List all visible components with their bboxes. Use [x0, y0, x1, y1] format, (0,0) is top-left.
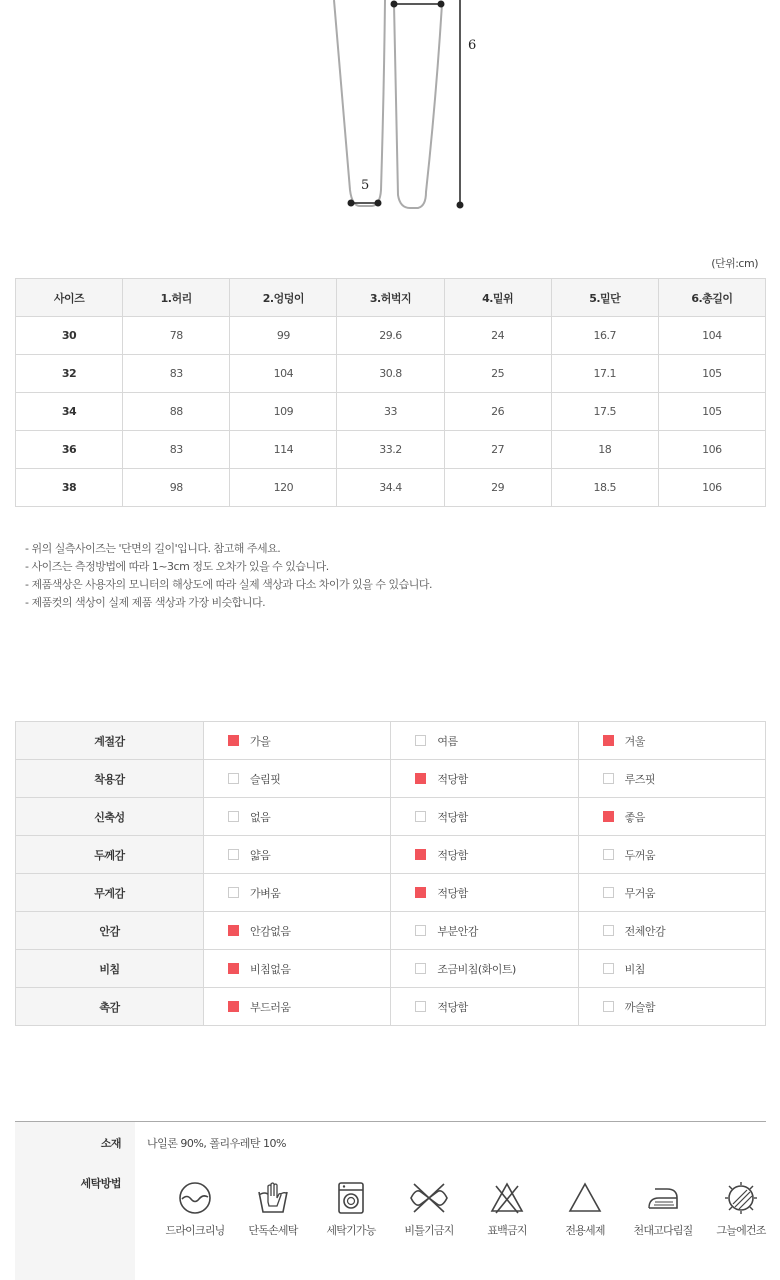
header-thigh: 3.허벅지	[337, 279, 444, 317]
care-item-label: 세탁기가능	[326, 1224, 376, 1237]
feature-option	[391, 950, 578, 988]
checked-box-icon	[603, 735, 614, 746]
header-waist: 1.허리	[123, 279, 230, 317]
measurement-cell: 26	[444, 393, 551, 431]
feature-option-label: 두꺼움	[624, 848, 656, 862]
feature-option	[204, 988, 391, 1026]
care-item-no-bleach	[468, 1180, 546, 1238]
measurement-cell: 33.2	[337, 431, 444, 469]
feature-option	[391, 912, 578, 950]
feature-option	[204, 950, 391, 988]
material-label: 소재	[100, 1137, 121, 1150]
feature-row	[16, 798, 766, 836]
header-hem: 5.밑단	[551, 279, 658, 317]
unchecked-box-icon	[603, 887, 614, 898]
no-bleach-icon	[489, 1180, 525, 1216]
size-table-header-row	[16, 279, 766, 317]
washing-machine-icon	[333, 1180, 369, 1216]
size-table-row	[16, 355, 766, 393]
feature-option	[578, 874, 765, 912]
feature-option-label: 가벼움	[250, 886, 281, 900]
pants-measurement-diagram	[0, 0, 780, 240]
special-detergent-icon	[567, 1180, 603, 1216]
care-item-no-wring	[390, 1180, 468, 1238]
material-value: 나일론 90%, 폴리우레탄 10%	[147, 1137, 286, 1150]
measurement-cell: 78	[123, 317, 230, 355]
material-care-section	[15, 1121, 766, 1280]
feature-option	[578, 798, 765, 836]
header-rise: 4.밑위	[444, 279, 551, 317]
feature-option	[578, 988, 765, 1026]
unchecked-box-icon	[603, 773, 614, 784]
care-item-label: 전용세제	[565, 1224, 605, 1237]
measurement-cell: 106	[658, 469, 765, 507]
care-item-label: 비틀기금지	[404, 1224, 454, 1237]
measurement-cell: 27	[444, 431, 551, 469]
hem-dimension-label: 5	[361, 178, 370, 193]
feature-option-label: 없음	[250, 810, 271, 824]
feature-option	[391, 760, 578, 798]
feature-option	[391, 836, 578, 874]
size-table-row	[16, 469, 766, 507]
unchecked-box-icon	[415, 811, 426, 822]
feature-option-label: 좋음	[624, 810, 645, 824]
feature-option-label: 안감없음	[250, 924, 291, 938]
care-item-hand-wash	[234, 1180, 312, 1238]
total-length-dimension-label: 6	[468, 38, 477, 53]
feature-option	[578, 836, 765, 874]
feature-option	[578, 760, 765, 798]
measurement-cell: 98	[123, 469, 230, 507]
care-item-dry-cleaning	[156, 1180, 234, 1238]
size-cell: 36	[16, 431, 123, 469]
measurement-cell: 17.5	[551, 393, 658, 431]
feature-option-label: 부분안감	[437, 924, 478, 938]
measurement-cell: 99	[230, 317, 337, 355]
feature-row	[16, 836, 766, 874]
care-item-shade-dry	[702, 1180, 780, 1238]
feature-row	[16, 950, 766, 988]
size-cell: 30	[16, 317, 123, 355]
feature-option-label: 부드러움	[250, 1000, 291, 1014]
size-table-row	[16, 431, 766, 469]
unchecked-box-icon	[228, 849, 239, 860]
size-cell: 38	[16, 469, 123, 507]
feature-option-label: 전체안감	[624, 924, 666, 938]
measurement-cell: 17.1	[551, 355, 658, 393]
iron-icon	[643, 1180, 683, 1216]
feature-option	[204, 798, 391, 836]
feature-option	[391, 798, 578, 836]
header-total-length: 6.총길이	[658, 279, 765, 317]
feature-option	[204, 912, 391, 950]
measurement-cell: 29.6	[337, 317, 444, 355]
feature-option	[391, 988, 578, 1026]
measurement-cell: 120	[230, 469, 337, 507]
care-item-label: 드라이크리닝	[165, 1224, 225, 1237]
feature-row	[16, 760, 766, 798]
feature-option	[578, 950, 765, 988]
note-item: - 위의 실측사이즈는 '단면의 길이'입니다. 참고해 주세요.	[25, 542, 281, 555]
header-size: 사이즈	[16, 279, 123, 317]
note-item: - 제품색상은 사용자의 모니터의 해상도에 따라 실제 색상과 다소 차이가 있을 수 있습니다.	[25, 578, 432, 591]
feature-option	[391, 722, 578, 760]
measurement-cell: 33	[337, 393, 444, 431]
note-item: - 사이즈는 측정방법에 따라 1~3cm 정도 오차가 있을 수 있습니다.	[25, 560, 329, 573]
measurement-cell: 105	[658, 393, 765, 431]
measurement-cell: 109	[230, 393, 337, 431]
checked-box-icon	[415, 773, 426, 784]
feature-option	[578, 722, 765, 760]
feature-row	[16, 874, 766, 912]
note-item: - 제품컷의 색상이 실제 제품 색상과 가장 비슷합니다.	[25, 596, 266, 609]
feature-option	[391, 874, 578, 912]
size-table-row	[16, 317, 766, 355]
measurement-cell: 25	[444, 355, 551, 393]
checked-box-icon	[228, 1001, 239, 1012]
measurement-cell: 83	[123, 431, 230, 469]
size-notes	[25, 540, 432, 612]
feature-label: 신축성	[16, 798, 204, 836]
feature-label: 두께감	[16, 836, 204, 874]
hand-wash-icon	[255, 1180, 291, 1216]
feature-option-label: 여름	[437, 734, 458, 748]
feature-label: 계절감	[16, 722, 204, 760]
feature-option	[204, 760, 391, 798]
feature-option-label: 얇음	[250, 848, 271, 862]
unchecked-box-icon	[415, 963, 426, 974]
measurement-cell: 104	[230, 355, 337, 393]
care-item-label: 천대고다림질	[633, 1224, 693, 1237]
feature-option-label: 가을	[250, 734, 271, 748]
checked-box-icon	[228, 963, 239, 974]
size-cell: 34	[16, 393, 123, 431]
measurement-cell: 24	[444, 317, 551, 355]
unchecked-box-icon	[603, 925, 614, 936]
checked-box-icon	[228, 925, 239, 936]
checked-box-icon	[603, 811, 614, 822]
feature-label: 촉감	[16, 988, 204, 1026]
care-item-special-detergent	[546, 1180, 624, 1238]
measurement-cell: 104	[658, 317, 765, 355]
measurement-cell: 83	[123, 355, 230, 393]
size-table-row	[16, 393, 766, 431]
feature-option-label: 슬림핏	[250, 772, 281, 786]
feature-option-label: 적당함	[437, 886, 468, 900]
product-feature-table	[15, 721, 766, 1026]
feature-option-label: 루즈핏	[624, 772, 656, 786]
care-item-washing-machine	[312, 1180, 390, 1238]
measurement-cell: 16.7	[551, 317, 658, 355]
care-item-iron	[624, 1180, 702, 1238]
care-item-label: 표백금지	[487, 1224, 527, 1237]
unchecked-box-icon	[603, 963, 614, 974]
size-cell: 32	[16, 355, 123, 393]
feature-label: 무게감	[16, 874, 204, 912]
unchecked-box-icon	[415, 925, 426, 936]
feature-label: 비침	[16, 950, 204, 988]
feature-option	[578, 912, 765, 950]
feature-option-label: 비침없음	[250, 962, 291, 976]
unchecked-box-icon	[603, 1001, 614, 1012]
care-label: 세탁방법	[80, 1177, 121, 1190]
unchecked-box-icon	[228, 811, 239, 822]
measurement-cell: 105	[658, 355, 765, 393]
feature-option-label: 무거움	[624, 886, 656, 900]
unchecked-box-icon	[603, 849, 614, 860]
measurement-cell: 106	[658, 431, 765, 469]
checked-box-icon	[415, 849, 426, 860]
feature-label: 안감	[16, 912, 204, 950]
feature-label: 착용감	[16, 760, 204, 798]
header-hip: 2.엉덩이	[230, 279, 337, 317]
size-table	[15, 278, 766, 507]
feature-row	[16, 722, 766, 760]
shade-dry-icon	[721, 1180, 761, 1216]
pants-outline-illustration	[0, 0, 780, 240]
unit-label: (단위:cm)	[711, 257, 758, 270]
measurement-cell: 29	[444, 469, 551, 507]
measurement-cell: 18	[551, 431, 658, 469]
feature-option	[204, 722, 391, 760]
feature-option	[204, 836, 391, 874]
dry-cleaning-icon	[177, 1180, 213, 1216]
measurement-cell: 30.8	[337, 355, 444, 393]
measurement-cell: 34.4	[337, 469, 444, 507]
measurement-cell: 88	[123, 393, 230, 431]
feature-option-label: 조금비침(화이트)	[437, 962, 516, 976]
care-item-label: 그늘에건조	[716, 1224, 766, 1237]
feature-option	[204, 874, 391, 912]
feature-option-label: 비침	[624, 962, 645, 976]
care-icons	[148, 1180, 766, 1250]
no-wring-icon	[408, 1180, 450, 1216]
measurement-cell: 114	[230, 431, 337, 469]
checked-box-icon	[228, 735, 239, 746]
label-column	[15, 1122, 135, 1280]
unchecked-box-icon	[415, 735, 426, 746]
care-item-label: 단독손세탁	[248, 1224, 298, 1237]
unchecked-box-icon	[415, 1001, 426, 1012]
feature-option-label: 적당함	[437, 772, 468, 786]
unchecked-box-icon	[228, 773, 239, 784]
feature-option-label: 적당함	[437, 1000, 468, 1014]
feature-option-label: 적당함	[437, 810, 468, 824]
feature-option-label: 적당함	[437, 848, 468, 862]
feature-option-label: 겨울	[624, 734, 645, 748]
checked-box-icon	[415, 887, 426, 898]
unchecked-box-icon	[228, 887, 239, 898]
feature-row	[16, 988, 766, 1026]
feature-row	[16, 912, 766, 950]
feature-option-label: 까슬함	[624, 1000, 656, 1014]
measurement-cell: 18.5	[551, 469, 658, 507]
